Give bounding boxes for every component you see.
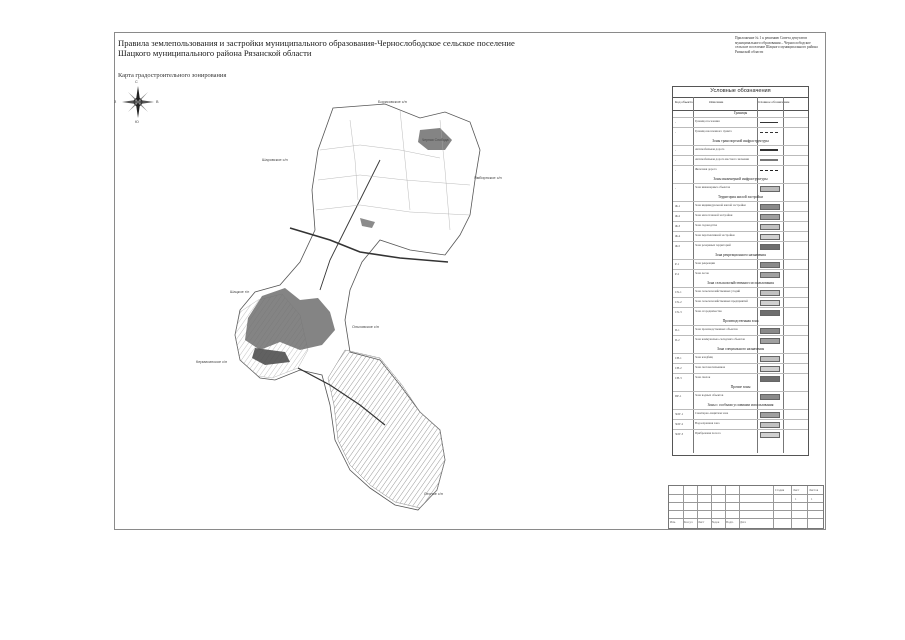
legend-section: Зоны инженерной инфраструктуры — [713, 177, 768, 181]
appendix-note: Приложение № 1 к решению Совета депутатов муниципального образования – Чернослободское сельское поселение Шацкого муниципального района Рязанской области — [735, 36, 818, 54]
legend-name: Санитарно-защитная зона — [695, 411, 729, 415]
legend-name: Зона водных объектов — [695, 393, 724, 397]
legend-code: - — [675, 130, 676, 134]
legend-symbol — [760, 132, 778, 133]
legend-section: Прочие зоны — [730, 385, 751, 389]
legend-row — [673, 363, 808, 372]
legend-symbol — [760, 300, 780, 306]
legend-row — [673, 145, 808, 154]
legend-title: Условные обозначения — [710, 88, 771, 94]
legend-symbol — [760, 290, 780, 296]
zoning-map — [114, 32, 674, 528]
legend-name: Водоохранная зона — [695, 421, 720, 425]
legend-row — [673, 127, 808, 136]
legend-col-code: Код объекта — [675, 100, 693, 104]
legend-row — [673, 241, 808, 250]
legend-symbol — [760, 422, 780, 428]
legend-code: Ж-4 — [675, 234, 681, 238]
legend-row — [673, 269, 808, 278]
legend-code: ЗОУ-2 — [675, 422, 684, 426]
legend-name: Прибрежная полоса — [695, 431, 721, 435]
label-ne-border: Ямбирнское с/п — [474, 176, 502, 180]
map-subtitle: Карта градостроительного зонирования — [118, 72, 227, 79]
label-north-border: Борисовское с/п — [378, 100, 407, 104]
legend-row — [673, 287, 808, 296]
legend-name: Зона перспективной застройки — [695, 233, 735, 237]
legend-code: - — [675, 168, 676, 172]
legend-row — [673, 183, 808, 192]
legend-code: - — [675, 186, 676, 190]
stamp-cell: Подп. — [726, 520, 734, 524]
legend-name: Зона малоэтажной застройки — [695, 213, 733, 217]
legend-row — [673, 221, 808, 230]
title-block-stamp — [668, 485, 824, 529]
legend-symbol — [760, 328, 780, 334]
legend-symbol — [760, 432, 780, 438]
compass-south: Ю — [135, 120, 139, 124]
legend-code: СН-3 — [675, 376, 682, 380]
legend-symbol — [760, 356, 780, 362]
legend-symbol — [760, 394, 780, 400]
legend-code: - — [675, 148, 676, 152]
legend-code: ЗОУ-3 — [675, 432, 684, 436]
legend-symbol — [760, 376, 780, 382]
legend-col-name: Описание — [709, 100, 724, 104]
legend-section: Зоны транспортной инфраструктуры — [712, 139, 769, 143]
title-line-1: Правила землепользования и застройки муниципального образования-Чернослободское сельское поселение — [118, 38, 515, 48]
legend-name: Зона кладбищ — [695, 355, 713, 359]
legend-row — [673, 259, 808, 268]
legend-code: СХ-3 — [675, 310, 682, 314]
legend-row — [673, 231, 808, 240]
legend-symbol — [760, 234, 780, 240]
legend-section: Территория жилой застройки — [718, 195, 763, 199]
legend-row — [673, 325, 808, 334]
label-west-border: Шацкое г/п — [230, 290, 250, 294]
legend-name: Зона садоводства — [695, 223, 718, 227]
legend-symbol — [760, 412, 780, 418]
stamp-cell: Стадия — [775, 488, 785, 492]
legend-code: ЗОУ-1 — [675, 412, 684, 416]
forest-zone-south — [328, 350, 445, 508]
legend-code: Ж-1 — [675, 204, 681, 208]
legend-section: Зоны с особыми условиями использования — [707, 403, 774, 407]
legend-symbol — [760, 244, 780, 250]
legend-row — [673, 307, 808, 316]
legend-code: СН-2 — [675, 366, 682, 370]
legend-row — [673, 211, 808, 220]
label-southwest-border: Кермисинское с/п — [196, 360, 228, 364]
legend-code: Р-2 — [675, 272, 680, 276]
legend-row — [673, 353, 808, 362]
legend-name: Зона инженерных объектов — [695, 185, 731, 189]
stamp-cell: Лист — [793, 488, 800, 492]
legend-name: Зона производственных объектов — [695, 327, 738, 331]
legend-code: Ж-3 — [675, 224, 681, 228]
legend-symbol — [760, 224, 780, 230]
stamp-cell: №док — [712, 520, 720, 524]
legend-code: - — [675, 120, 676, 124]
legend-code: - — [675, 158, 676, 162]
legend-name: Зона сельскохозяйственных угодий — [695, 289, 741, 293]
legend-section: Производственная зона — [722, 319, 759, 323]
legend-name: Зона скотомогильников — [695, 365, 726, 369]
legend-row — [673, 201, 808, 210]
legend-name: Граница населенного пункта — [695, 129, 732, 133]
legend-code: Р-1 — [675, 262, 680, 266]
legend-symbol — [760, 272, 780, 278]
legend-name: Зона резервных территорий — [695, 243, 731, 247]
legend-symbol — [760, 262, 780, 268]
label-center-zone: Ольховское с/п — [352, 325, 379, 329]
legend-row — [673, 373, 808, 382]
stamp-cell: 1 — [795, 497, 797, 501]
label-south-border: Лесное с/п — [424, 492, 443, 496]
legend-name: Зона рекреации — [695, 261, 715, 265]
stamp-cell: Кол.уч — [684, 520, 693, 524]
legend-name: Зона лесов — [695, 271, 709, 275]
legend-symbol — [760, 149, 778, 151]
legend-name: Железная дорога — [695, 167, 717, 171]
legend-row — [673, 419, 808, 428]
legend-code: ПР-1 — [675, 394, 682, 398]
legend-name: Автомобильная дорога местного значения — [695, 157, 749, 161]
compass-north: С — [135, 80, 138, 84]
legend-name: Зона индивидуальной жилой застройки — [695, 203, 746, 207]
legend-code: Ж-2 — [675, 214, 681, 218]
legend-row — [673, 165, 808, 174]
legend-code: СН-1 — [675, 356, 682, 360]
stamp-cell: 1 — [811, 497, 813, 501]
legend-symbol — [760, 122, 778, 123]
legend-row — [673, 335, 808, 344]
legend-name: Зона коммунально-складских объектов — [695, 337, 745, 341]
legend-name: Зона огородничества — [695, 309, 722, 313]
legend-row — [673, 117, 808, 126]
legend-row — [673, 391, 808, 400]
legend-symbol — [760, 159, 778, 161]
legend-symbol — [760, 338, 780, 344]
label-village: Черная Слобода — [422, 138, 449, 142]
legend-symbol — [760, 310, 780, 316]
legend-section: Зона рекреационного назначения — [715, 253, 766, 257]
stamp-cell: Дата — [740, 520, 746, 524]
legend-row — [673, 429, 808, 438]
legend-code: СХ-2 — [675, 300, 682, 304]
legend-symbol — [760, 366, 780, 372]
compass-west: З — [114, 100, 117, 104]
legend-row — [673, 297, 808, 306]
legend-col-symbol: Условное обозначение — [757, 100, 790, 104]
compass-east: В — [156, 100, 159, 104]
stamp-cell: Лист — [698, 520, 705, 524]
legend-code: П-1 — [675, 328, 680, 332]
legend-section: Зона сельскохозяйственного использования — [707, 281, 774, 285]
legend-symbol — [760, 204, 780, 210]
legend-row — [673, 155, 808, 164]
legend-symbol — [760, 214, 780, 220]
stamp-cell: Листов — [809, 488, 819, 492]
legend-code: Ж-5 — [675, 244, 681, 248]
legend-symbol — [760, 186, 780, 192]
legend-code: СХ-1 — [675, 290, 682, 294]
legend-name: Автомобильная дорога — [695, 147, 725, 151]
stamp-cell: Изм. — [670, 520, 676, 524]
legend-name: Граница поселения — [695, 119, 720, 123]
legend-row — [673, 409, 808, 418]
title-line-2: Шацкого муниципального района Рязанской области — [118, 48, 312, 58]
legend-name: Зона свалок — [695, 375, 711, 379]
legend-section: Зона специального назначения — [716, 347, 765, 351]
legend-symbol — [760, 170, 778, 171]
legend-section: Границы — [733, 111, 748, 115]
map-legend — [672, 86, 809, 456]
label-nw-border: Шаровское с/п — [262, 158, 288, 162]
legend-code: П-2 — [675, 338, 680, 342]
legend-name: Зона сельскохозяйственных предприятий — [695, 299, 748, 303]
